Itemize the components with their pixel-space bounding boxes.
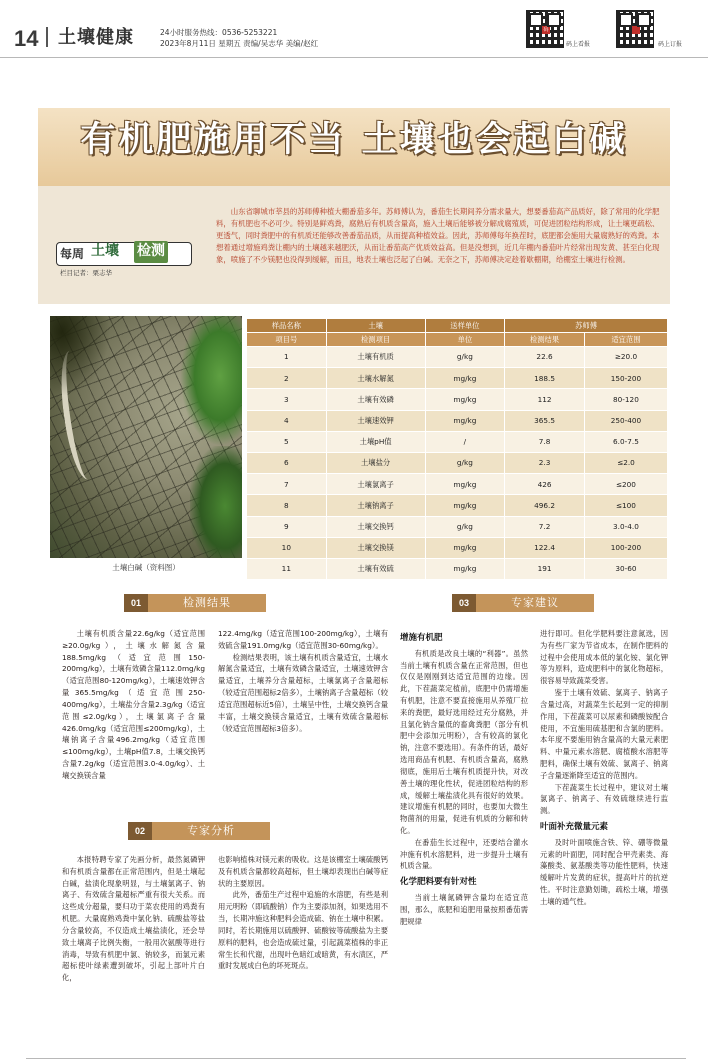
- table-row: [247, 558, 668, 579]
- date-line: 2023年8月11日 星期五 责编/吴志华 美编/赵红: [160, 38, 319, 48]
- table-cell: 191: [505, 558, 585, 579]
- column-2-top: [218, 628, 388, 816]
- section-header-results: [124, 594, 266, 612]
- table-cell: mg/kg: [425, 368, 505, 389]
- table-row: [247, 389, 668, 410]
- table-cell: 112: [505, 389, 585, 410]
- table-cell: 6.0-7.5: [584, 431, 667, 452]
- table-cell: 土壤交换钙: [326, 516, 425, 537]
- paragraph: 122.4mg/kg（适宜范围100-200mg/kg），土壤有效硫含量191.0mg/kg（适宜范围30-60mg/kg）。: [218, 629, 388, 650]
- table-cell: ≥20.0: [584, 347, 667, 368]
- column-4: [540, 628, 668, 1056]
- section-header-advice: [452, 594, 594, 612]
- table-cell: 7: [247, 474, 327, 495]
- badge-prefix: 每周: [60, 247, 85, 261]
- bottom-rule: [26, 1058, 686, 1059]
- table-header-cell: 送样单位: [425, 319, 505, 333]
- paragraph: 此外，番茄生产过程中追施的水溶肥，有些是利用元明粉（即硫酸钠）作为主要添加剂，如果选用不当，长期冲施这种肥料会造成硫、钠在土壤中积累。同时，若长期施用以硫酸钾、硫酸铵等硫酸盐为主要原料的肥料，也会造成硫过量，引起蔬菜植株的非正常生长和代谢，出现叶色暗红或暗黄，有水渍区，严重时发展成白色的坏死斑点。: [218, 890, 388, 971]
- soil-photo: [50, 316, 242, 558]
- table-cell: 土壤氯离子: [326, 474, 425, 495]
- column-1-bottom: [62, 854, 205, 1054]
- subheading: 叶面补充微量元素: [540, 822, 609, 832]
- table-cell: 250-400: [584, 410, 667, 431]
- badge-word-soil: 土壤: [91, 243, 119, 259]
- badge-reporter: 栏目记者：栗志华: [60, 269, 112, 277]
- table-cell: 土壤pH值: [326, 431, 425, 452]
- column-badge: [56, 230, 194, 280]
- table-cell: 土壤有机质: [326, 347, 425, 368]
- table-header-cell: 适宜范围: [584, 333, 667, 347]
- table-row: [247, 474, 668, 495]
- table-cell: 80-120: [584, 389, 667, 410]
- table-header-cell: 土壤: [326, 319, 425, 333]
- qr-mark: [632, 26, 640, 34]
- table-cell: 土壤速效钾: [326, 410, 425, 431]
- qr-code-read[interactable]: [526, 10, 564, 48]
- table-cell: ≤200: [584, 474, 667, 495]
- table-cell: 土壤盐分: [326, 452, 425, 473]
- page-number: 14: [14, 26, 39, 51]
- column-2-bottom: [218, 854, 388, 1054]
- table-cell: 2.3: [505, 452, 585, 473]
- table-cell: mg/kg: [425, 389, 505, 410]
- soil-test-table: [246, 318, 668, 580]
- table-cell: mg/kg: [425, 537, 505, 558]
- table-row: [247, 410, 668, 431]
- table-cell: 2: [247, 368, 327, 389]
- subheading: 化学肥料要有针对性: [400, 877, 477, 888]
- qr-subscribe-label: 码上订报: [658, 41, 683, 48]
- qr-code-subscribe[interactable]: [616, 10, 654, 48]
- qr-read-label: 码上看报: [566, 41, 591, 48]
- header-info: [160, 28, 318, 50]
- table-row: [247, 368, 668, 389]
- table-cell: 6: [247, 452, 327, 473]
- table-cell: ≤100: [584, 495, 667, 516]
- hotline: 24小时服务热线：0536-5253221: [160, 28, 278, 37]
- table-cell: 土壤水解氮: [326, 368, 425, 389]
- table-cell: 土壤有效磷: [326, 389, 425, 410]
- table-cell: 22.6: [505, 347, 585, 368]
- table-cell: 150-200: [584, 368, 667, 389]
- section-header-analysis: [128, 822, 270, 840]
- table-cell: 7.2: [505, 516, 585, 537]
- table-cell: 11: [247, 558, 327, 579]
- table-cell: 8: [247, 495, 327, 516]
- table-cell: mg/kg: [425, 495, 505, 516]
- qr-mark: 码: [543, 27, 549, 33]
- paragraph: 当前土壤氮磷钾含量均在适宜范围，那么，底肥和追肥用量按照番茄需肥规律: [400, 892, 528, 926]
- paragraph: 及时叶面喷施含铁、锌、硼等微量元素的叶面肥，同时配合甲壳素类、海藻酸类、氨基酸类等功能性肥料，快速缓解叶片发黄的症状，提高叶片的抗逆性。平时注意勤划锄，疏松土壤，增强土壤的通气性。: [540, 837, 668, 906]
- table-cell: 7.8: [505, 431, 585, 452]
- table-header-row: [247, 319, 668, 333]
- subheading: 增施有机肥: [400, 633, 443, 643]
- headline: 有机肥施用不当 土壤也会起白碱: [80, 120, 628, 160]
- table-row: [247, 537, 668, 558]
- table-cell: 1: [247, 347, 327, 368]
- photo-caption: 土壤白碱（资料图）: [112, 563, 180, 572]
- paragraph: 检测结果表明，该土壤有机质含量适宜，土壤水解氮含量适宜，土壤有效磷含量适宜，土壤速效钾含量适宜，土壤养分含量超标，土壤氯离子含量超标（较适宜范围超标2倍多），土壤钠离子含量超标（较适宜范围超标近5倍），土壤呈中性，土壤交换钙含量丰富，土壤交换镁含量适宜，土壤有效硫含量超标（较适宜范围超标3倍多）。: [218, 652, 388, 733]
- table-cell: mg/kg: [425, 474, 505, 495]
- paragraph: 有机质是改良土壤的“利器”。虽然当前土壤有机质含量在正常范围，但也仅仅是刚刚到达适宜范围的边缘。因此，下茬蔬菜定植前，底肥中仍需增施有机肥，注意不要直接施用从养殖厂拉来的粪肥，最好选用经过充分腐熟，并且氯化钠含量低的畜禽粪肥（部分有机肥中会添加元明粉），含有较高的氯化钠，注意不要选用）。有条件的话，最好选用商品有机肥、有机质含量高，腐熟彻底，施用后土壤有机质提升快，对改善土壤的理化性状，促进团粒结构的形成，缓解土壤盐渍化具有很好的效果。建议增施有机肥的同时，也要加大微生物菌剂的用量，促进有机质的分解和转化。: [400, 648, 528, 835]
- table-cell: ≤2.0: [584, 452, 667, 473]
- badge-word-test: 检测: [134, 241, 168, 263]
- section-title: 专家建议: [476, 594, 594, 612]
- table-cell: g/kg: [425, 452, 505, 473]
- table-cell: g/kg: [425, 347, 505, 368]
- paragraph: 也影响植株对镁元素的吸收。这是该棚室土壤硫酸钙及有机质含量都较高超标，但土壤却表现出白碱等症状的主要原因。: [218, 855, 388, 888]
- column-3: [400, 628, 528, 1056]
- table-header-cell: 项目号: [247, 333, 327, 347]
- table-cell: /: [425, 431, 505, 452]
- paragraph: 进行即可。但化学肥料要注意氮选，因为有些厂家为节省成本，在制作肥料的过程中会使用成本低的氯化铵、氯化钾等为原料，造成肥料中的氯化物超标，很容易导致蔬菜受害。: [540, 629, 668, 686]
- table-header-cell: 检测结果: [505, 333, 585, 347]
- section-number: 01: [124, 594, 148, 612]
- table-row: [247, 347, 668, 368]
- table-cell: 3: [247, 389, 327, 410]
- table-cell: 30-60: [584, 558, 667, 579]
- table-cell: 5: [247, 431, 327, 452]
- table-row: [247, 431, 668, 452]
- table-row: [247, 495, 668, 516]
- table-cell: 496.2: [505, 495, 585, 516]
- table-cell: mg/kg: [425, 558, 505, 579]
- intro-text: 山东省聊城市莘县的苏师傅种植大棚番茄多年。苏师傅认为，番茄生长期间养分需求量大，想要番茄高产品质好，除了常用的化学肥料，有机肥也不必可少。特别是鲜鸡粪，腐熟后有机质含量高，施入土壤后能够被分解成腐殖质，可促进团粒结构形成，让土壤更疏松、更透气，同时粪肥中的有机质还能够改善番茄品质，从而提高种植效益。因此，苏师傅每年换茬时，底肥都会施用大量腐熟好的鸡粪。本想着通过增施鸡粪让棚内的土壤越来越肥沃，从而让番茄高产优质效益高。但是没想到，近几年棚内番茄叶片经常出现发黄、甚至白化现象，喷施了不少镁肥也没得到缓解，而且，地表土壤也泛起了白碱。无奈之下，苏师傅决定趁着歇棚期，给棚室土壤进行检测。: [216, 207, 660, 264]
- table-cell: 4: [247, 410, 327, 431]
- section-title: 专家分析: [152, 822, 270, 840]
- section-number: 03: [452, 594, 476, 612]
- table-cell: 122.4: [505, 537, 585, 558]
- table-cell: 100-200: [584, 537, 667, 558]
- table-cell: 3.0-4.0: [584, 516, 667, 537]
- table-cell: 188.5: [505, 368, 585, 389]
- section-name: 土壤健康: [58, 27, 134, 48]
- table-cell: 426: [505, 474, 585, 495]
- table-header-cell: 苏师傅: [505, 319, 668, 333]
- paragraph: 下茬蔬菜生长过程中，建议对土壤氯离子、钠离子、有效硫继续进行监测。: [540, 782, 668, 816]
- table-cell: 9: [247, 516, 327, 537]
- table-cell: 土壤钠离子: [326, 495, 425, 516]
- table-cell: 土壤交换镁: [326, 537, 425, 558]
- section-title: 检测结果: [148, 594, 266, 612]
- column-1-top: [62, 628, 205, 816]
- page-header: [0, 0, 708, 58]
- table-cell: mg/kg: [425, 410, 505, 431]
- headline-banner: [38, 108, 670, 186]
- table-row: [247, 452, 668, 473]
- paragraph: 鉴于土壤有效硫、氯离子、钠离子含量过高，对蔬菜生长起到一定的抑制作用，下茬蔬菜可以尿素和磷酸铵配合使用，不宜施用硫基肥和含氯的肥料。本年度不要施用钠含量高的大量元素肥料、中量元素水溶肥、腐植酸水溶肥等肥料，确保土壤有效硫、氯离子、钠离子含量逐渐降至适宜的范围内。: [540, 688, 668, 780]
- table-cell: 10: [247, 537, 327, 558]
- table-header-cell: 样品名称: [247, 319, 327, 333]
- paragraph: 本报特聘专家了先画分析，最然氮磷钾和有机质含量都在正常范围内，但是土壤起白碱，盐渍化现象明显，与土壤氯离子、钠离子、有效硫含量超标严重有很大关系。而这些成分超量，要归功于菜农使用的鸡粪有机肥。大量腐熟鸡粪中氯化钠、硫酸盐等盐分含量较高，不仅造成土壤盐渍化，还会导致土壤离子比例失衡，一般用次氨酸等进行消毒，导致有机肥中氯、钠较多，而氯元素超标使叶绿素遭到破坏，引起上部叶片白化，: [62, 855, 205, 983]
- section-number: 02: [128, 822, 152, 840]
- paragraph: 土壤有机质含量22.6g/kg（适宜范围≥20.0g/kg），土壤水解氮含量188.5mg/kg（适宜范围150-200mg/kg），土壤有效磷含量112.0mg/kg（适宜范围80-120mg/kg），土壤速效钾含量365.5mg/kg（适宜范围250-400mg/kg），土壤盐分含量2.3g/kg（适宜范围≤2.0g/kg），土壤氯离子含量426.0mg/kg（适宜范围≤200mg/kg），土壤钠离子含量496.2mg/kg（适宜范围≤100mg/kg），土壤pH值7.8，土壤交换钙含量7.2g/kg（适宜范围3.0-4.0g/kg）、土壤交换镁含量: [62, 629, 205, 780]
- table-header-cell: 单位: [425, 333, 505, 347]
- table-row: [247, 516, 668, 537]
- paragraph: 在番茄生长过程中，还要结合灌水冲施有机水溶肥料，进一步提升土壤有机质含量。: [400, 837, 528, 871]
- table-header-cell: 检测项目: [326, 333, 425, 347]
- table-cell: 土壤有效硫: [326, 558, 425, 579]
- intro-box: [38, 186, 670, 304]
- table-cell: g/kg: [425, 516, 505, 537]
- table-cell: 365.5: [505, 410, 585, 431]
- table-header-row: [247, 333, 668, 347]
- header-divider: [46, 27, 48, 47]
